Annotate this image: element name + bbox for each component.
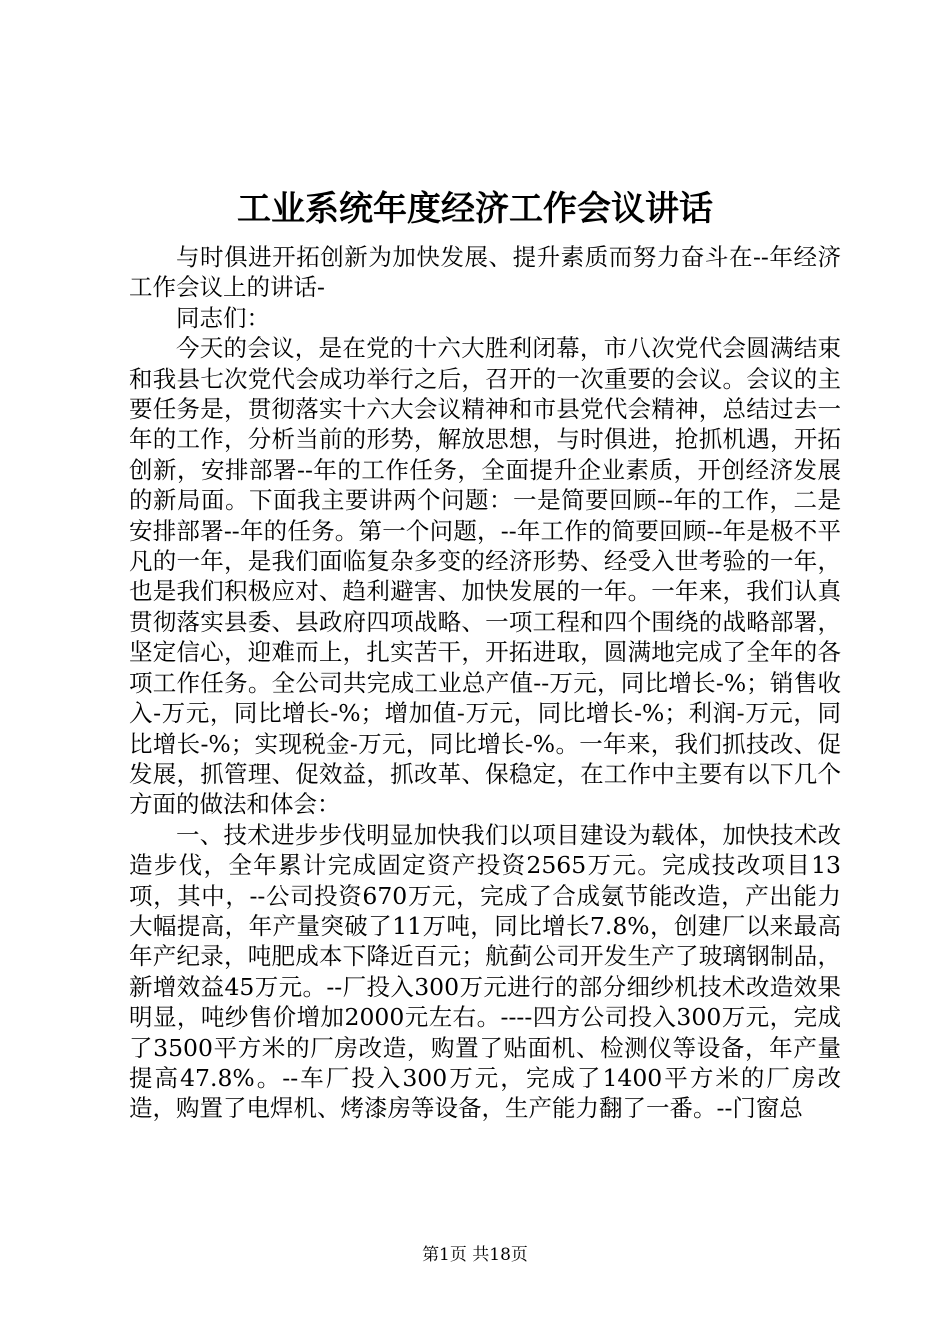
body-paragraph: 一、技术进步步伐明显加快我们以项目建设为载体，加快技术改造步伐，全年累计完成固定资产投资2565万元。完成技改项目13项，其中，--公司投资670万元，完成了合成氨节能改造，产出能力大幅提高，年产量突破了11万吨，同比增长7.8%，创建厂以来最高年产纪录，吨肥成本下降近百元；航蓟公司开发生产了玻璃钢制品，新增效益45万元。--厂投入300万元进行的部分细纱机技术改造效果明显，吨纱售价增加2000元左右。----四方公司投入300万元，完成了3500平方米的厂房改造，购置了贴面机、检测仪等设备，年产量提高47.8%。--车厂投入300万元，完成了1400平方米的厂房改造，购置了电焊机、烤漆房等设备，生产能力翻了一番。--门窗总 xyxy=(129,820,841,1123)
salutation-paragraph: 同志们： xyxy=(176,303,270,332)
subtitle-paragraph: 与时俱进开拓创新为加快发展、提升素质而努力奋斗在--年经济工作会议上的讲话- xyxy=(129,243,841,302)
body-paragraph: 今天的会议，是在党的十六大胜利闭幕，市八次党代会圆满结束和我县七次党代会成功举行之后，召开的一次重要的会议。会议的主要任务是，贯彻落实十六大会议精神和市县党代会精神，总结过去一年的工作，分析当前的形势，解放思想，与时俱进，抢抓机遇，开拓创新，安排部署--年的工作任务，全面提升企业素质，开创经济发展的新局面。下面我主要讲两个问题：一是简要回顾--年的工作，二是安排部署--年的任务。第一个问题，--年工作的简要回顾--年是极不平凡的一年，是我们面临复杂多变的经济形势、经受入世考验的一年，也是我们积极应对、趋利避害、加快发展的一年。一年来，我们认真贯彻落实县委、县政府四项战略、一项工程和四个围绕的战略部署，坚定信心，迎难而上，扎实苦干，开拓进取，圆满地完成了全年的各项工作任务。全公司共完成工业总产值--万元，同比增长-%；销售收入-万元，同比增长-%；增加值-万元，同比增长-%；利润-万元，同比增长-%；实现税金-万元，同比增长-%。一年来，我们抓技改、促发展，抓管理、促效益，抓改革、保稳定，在工作中主要有以下几个方面的做法和体会： xyxy=(129,334,841,819)
document-body xyxy=(129,242,841,1124)
page-number-footer: 第1页 共18页 xyxy=(422,1245,528,1265)
document-title: 工业系统年度经济工作会议讲话 xyxy=(237,189,713,229)
